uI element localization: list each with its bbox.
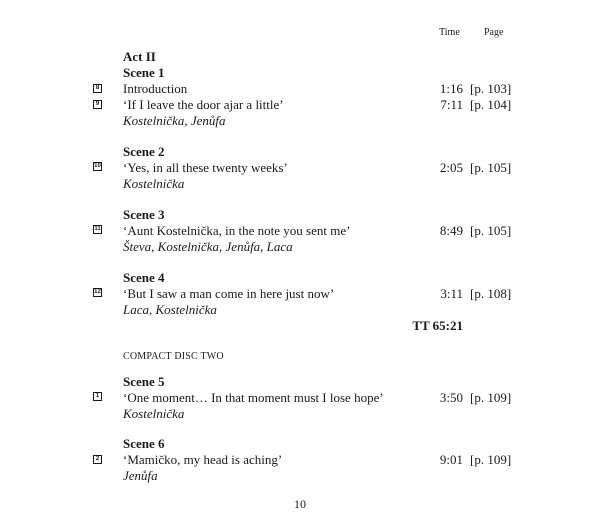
track-time: 1:16 [439, 81, 463, 96]
track-page-ref: [p. 109] [470, 452, 512, 467]
track-number-box: 8 [93, 84, 102, 93]
scene-heading: Scene 5 [123, 374, 165, 389]
scene-heading: Scene 2 [123, 144, 165, 159]
track-page-ref: [p. 105] [470, 223, 512, 238]
characters: Števa, Kostelnička, Jenůfa, Laca [123, 239, 293, 254]
characters: Kostelnička [123, 406, 185, 421]
total-time: TT 65:21 [412, 318, 463, 333]
track-page-ref: [p. 108] [470, 286, 512, 301]
track-number-box: 11 [94, 226, 101, 232]
track-page-ref: [p. 109] [470, 390, 512, 405]
track-number-box: 2 [93, 455, 102, 464]
track-title: ‘But I saw a man come in here just now’ [123, 286, 335, 301]
track-time: 3:11 [440, 286, 463, 301]
track-time: 8:49 [439, 223, 463, 238]
track-time: 2:05 [439, 160, 463, 175]
track-page-ref: [p. 105] [470, 160, 512, 175]
page-number: 10 [294, 497, 306, 511]
page-column-header: Page [484, 27, 504, 38]
track-title: ‘Mamičko, my head is aching’ [123, 452, 283, 467]
track-page-ref: [p. 103] [470, 81, 512, 96]
track-time: 9:01 [439, 452, 463, 467]
characters: Jenůfa [123, 468, 158, 483]
characters: Kostelnička, Jenůfa [123, 113, 226, 128]
scene-heading: Scene 4 [123, 270, 165, 285]
act-heading: Act II [123, 49, 156, 64]
disc-heading: COMPACT DISC TWO [123, 351, 224, 362]
scene-heading: Scene 1 [123, 65, 165, 80]
characters: Laca, Kostelnička [123, 302, 217, 317]
track-time: 3:50 [439, 390, 463, 405]
scene-heading: Scene 6 [123, 436, 165, 451]
track-title: ‘If I leave the door ajar a little’ [123, 97, 284, 112]
track-title: ‘Yes, in all these twenty weeks’ [123, 160, 288, 175]
track-number-box: 12 [94, 289, 101, 295]
scene-heading: Scene 3 [123, 207, 165, 222]
track-title: ‘Aunt Kostelnička, in the note you sent me’ [123, 223, 351, 238]
track-time: 7:11 [440, 97, 463, 112]
time-column-header: Time [439, 27, 460, 38]
track-title: ‘One moment… In that moment must I lose hope’ [123, 390, 384, 405]
track-title: Introduction [123, 81, 188, 96]
characters: Kostelnička [123, 176, 185, 191]
track-number-box: 1 [93, 392, 102, 401]
track-page-ref: [p. 104] [470, 97, 512, 112]
track-number-box: 9 [93, 100, 102, 109]
track-number-box: 10 [94, 163, 101, 169]
